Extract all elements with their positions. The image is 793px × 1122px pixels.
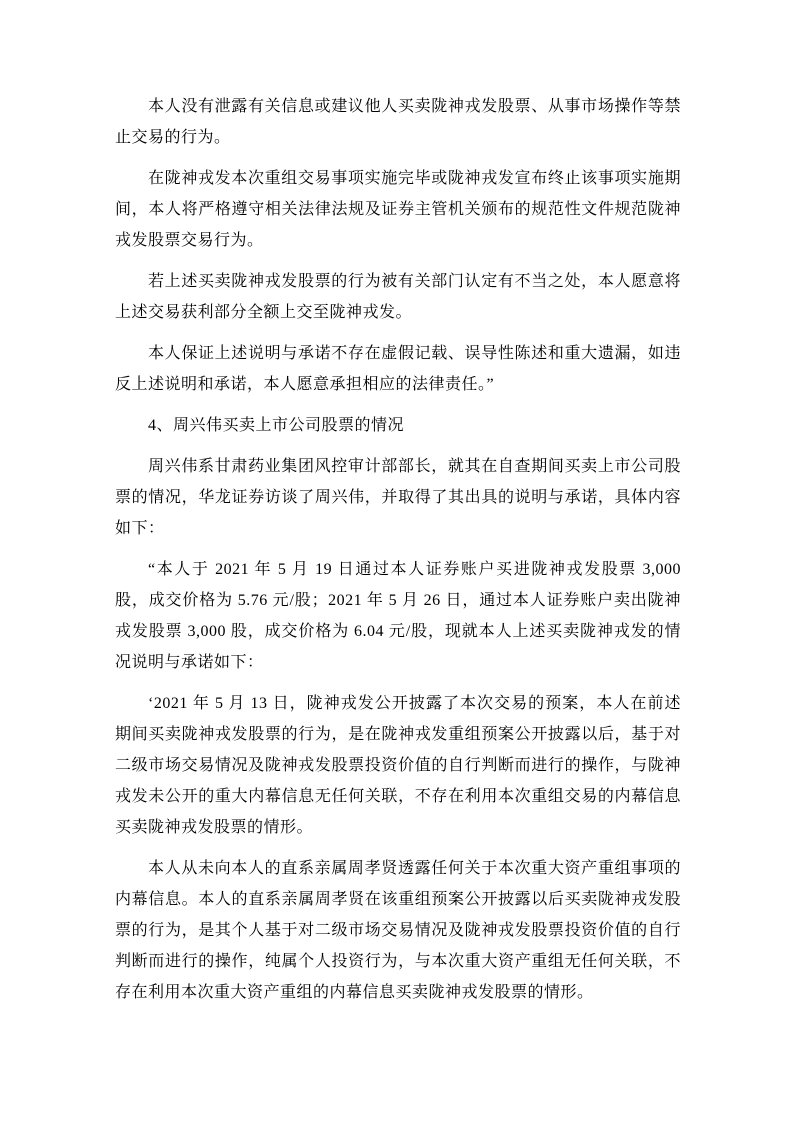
paragraph: 本人没有泄露有关信息或建议他人买卖陇神戎发股票、从事市场操作等禁止交易的行为。: [115, 98, 681, 146]
paragraph: 若上述买卖陇神戎发股票的行为被有关部门认定有不当之处，本人愿意将上述交易获利部分全额上交至陇神戎发。: [115, 273, 681, 321]
paragraph: 周兴伟系甘肃药业集团风控审计部部长，就其在自查期间买卖上市公司股票的情况，华龙证券访谈了周兴伟，并取得了其出具的说明与承诺，具体内容如下：: [115, 458, 681, 537]
section-heading: 4、周兴伟买卖上市公司股票的情况: [148, 417, 405, 434]
paragraph: ‘2021 年 5 月 13 日，陇神戎发公开披露了本次交易的预案，本人在前述期间买卖陇神戎发股票的行为，是在陇神戎发重组预案公开披露以后，基于对二级市场交易情况及陇神戎发股票投资价值的自行判断而进行的操作，与陇神戎发未公开的重大内幕信息无任何关联，不存在利用本次重组交易的内幕信息买卖陇神戎发股票的情形。: [115, 695, 681, 836]
document-body: [115, 91, 681, 1018]
paragraph: 在陇神戎发本次重组交易事项实施完毕或陇神戎发宣布终止该事项实施期间，本人将严格遵守相关法律法规及证券主管机关颁布的规范性文件规范陇神戎发股票交易行为。: [115, 170, 681, 249]
paragraph: 本人保证上述说明与承诺不存在虚假记载、误导性陈述和重大遗漏，如违反上述说明和承诺，本人愿意承担相应的法律责任。”: [115, 345, 681, 393]
paragraph: 本人从未向本人的直系亲属周孝贤透露任何关于本次重大资产重组事项的内幕信息。本人的直系亲属周孝贤在该重组预案公开披露以后买卖陇神戎发股票的行为，是其个人基于对二级市场交易情况及陇神戎发股票投资价值的自行判断而进行的操作，纯属个人投资行为，与本次重大资产重组无任何关联，不存在利用本次重大资产重组的内幕信息买卖陇神戎发股票的情形。: [115, 860, 681, 1001]
paragraph: “本人于 2021 年 5 月 19 日通过本人证券账户买进陇神戎发股票 3,000 股，成交价格为 5.76 元/股；2021 年 5 月 26 日，通过本人证券账户卖出陇神戎发股票 3,000 股，成交价格为 6.04 元/股，现就本人上述买卖陇神戎发的情况说明与承诺如下：: [115, 561, 681, 671]
